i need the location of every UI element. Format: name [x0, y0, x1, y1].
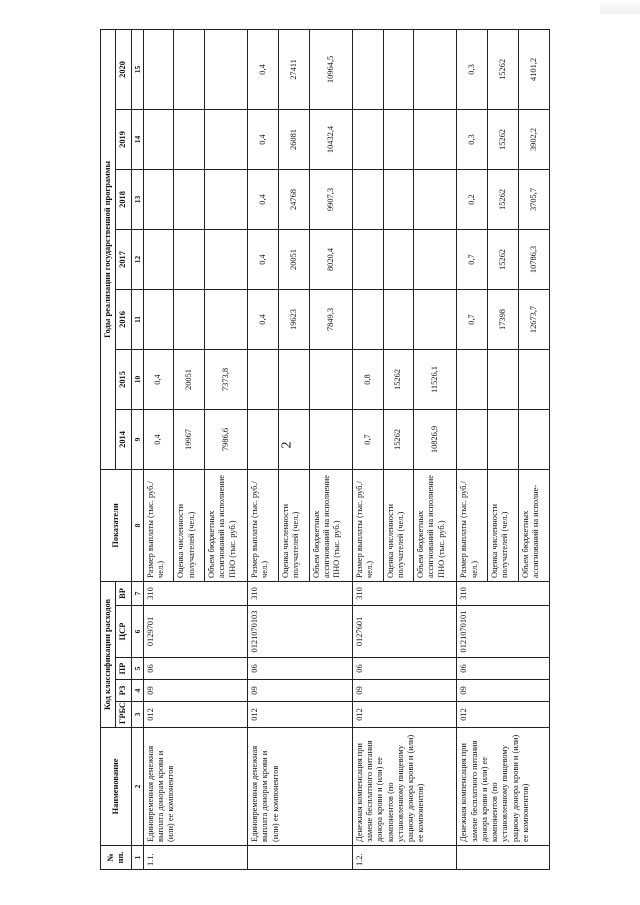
code-csr: 0129701 — [143, 606, 248, 658]
code-csr: 0127601 — [352, 606, 457, 658]
year-value-2020 — [174, 29, 205, 109]
header-code-4: ВР — [116, 581, 131, 605]
year-value-2017: 10786,3 — [518, 229, 549, 289]
code-rz: 09 — [248, 680, 353, 702]
year-value-2017: 8020,4 — [309, 229, 352, 289]
header-name: Наименование — [101, 728, 132, 846]
row-name: Денежная компенсация при замене бесплатного питания донора крови и (или) ее компонентов (по установленному пищевому рациону донора крови и (или) ее компонентов) — [457, 728, 550, 846]
year-value-2016: 0,4 — [248, 289, 279, 349]
year-value-2015: 11526,1 — [414, 349, 457, 409]
year-value-2016 — [174, 289, 205, 349]
year-value-2015 — [457, 349, 488, 409]
column-number: 14 — [131, 109, 143, 169]
year-value-2020 — [383, 29, 414, 109]
year-value-2020 — [143, 29, 174, 109]
year-value-2015 — [309, 349, 352, 409]
year-value-2018: 24768 — [278, 169, 309, 229]
year-value-2015: 7373,8 — [205, 349, 248, 409]
column-number: 6 — [131, 606, 143, 658]
year-value-2017 — [205, 229, 248, 289]
year-value-2019 — [383, 109, 414, 169]
year-value-2020: 15262 — [488, 29, 519, 109]
code-csr: 0121070103 — [248, 606, 353, 658]
indicator-label: Размер выплаты (тыс. руб./чел.) — [248, 469, 279, 581]
code-rz: 09 — [457, 680, 550, 702]
indicator-label: Объем бюджетных ассигнований на исполнение ПНО (тыс. руб.) — [309, 469, 352, 581]
year-value-2019 — [352, 109, 383, 169]
year-value-2018 — [414, 169, 457, 229]
year-value-2014: 0,4 — [143, 409, 174, 469]
header-indicators: Показатели — [101, 469, 132, 581]
year-value-2016 — [205, 289, 248, 349]
header-no: № пп. — [101, 846, 132, 870]
year-value-2017: 20051 — [278, 229, 309, 289]
year-value-2016: 0,7 — [457, 289, 488, 349]
header-year-2019: 2019 — [116, 109, 131, 169]
table-row — [457, 29, 488, 869]
year-value-2019 — [205, 109, 248, 169]
code-pr: 06 — [352, 658, 457, 680]
year-value-2014: 0,7 — [352, 409, 383, 469]
program-table — [100, 29, 550, 870]
year-value-2018: 0,4 — [248, 169, 279, 229]
year-value-2020: 27411 — [278, 29, 309, 109]
year-value-2019: 15262 — [488, 109, 519, 169]
year-value-2014 — [309, 409, 352, 469]
year-value-2017: 0,7 — [457, 229, 488, 289]
year-value-2018: 9907,3 — [309, 169, 352, 229]
year-value-2014: 19967 — [174, 409, 205, 469]
year-value-2017 — [383, 229, 414, 289]
code-pr: 06 — [457, 658, 550, 680]
column-number: 5 — [131, 658, 143, 680]
year-value-2015: 0,4 — [143, 349, 174, 409]
year-value-2015: 15262 — [383, 349, 414, 409]
row-number — [457, 846, 550, 870]
year-value-2017 — [174, 229, 205, 289]
year-value-2020: 0,3 — [457, 29, 488, 109]
code-rz: 09 — [352, 680, 457, 702]
column-number: 11 — [131, 289, 143, 349]
year-value-2019: 0,3 — [457, 109, 488, 169]
code-csr: 0121070101 — [457, 606, 550, 658]
year-value-2018 — [174, 169, 205, 229]
year-value-2017: 0,4 — [248, 229, 279, 289]
code-grbs: 012 — [457, 702, 550, 728]
year-value-2019: 3902,2 — [518, 109, 549, 169]
year-value-2018: 0,2 — [457, 169, 488, 229]
code-grbs: 012 — [143, 702, 248, 728]
column-number: 10 — [131, 349, 143, 409]
year-value-2017 — [143, 229, 174, 289]
year-value-2014: 7986,6 — [205, 409, 248, 469]
code-vr: 310 — [248, 581, 353, 605]
year-value-2016: 19623 — [278, 289, 309, 349]
indicator-label: Оценка численности получателей (чел.) — [174, 469, 205, 581]
column-number: 13 — [131, 169, 143, 229]
year-value-2019: 10432,4 — [309, 109, 352, 169]
header-year-2014: 2014 — [116, 409, 131, 469]
column-number: 2 — [131, 728, 143, 846]
code-vr: 310 — [457, 581, 550, 605]
year-value-2020: 10964,5 — [309, 29, 352, 109]
year-value-2019 — [174, 109, 205, 169]
header-years-group: Годы реализации государственной программы — [101, 29, 116, 469]
year-value-2017 — [352, 229, 383, 289]
row-number — [248, 846, 353, 870]
column-number: 15 — [131, 29, 143, 109]
indicator-label: Оценка численности получателей (чел.) — [383, 469, 414, 581]
year-value-2018 — [352, 169, 383, 229]
column-number: 3 — [131, 702, 143, 728]
code-rz: 09 — [143, 680, 248, 702]
scan-edge — [600, 0, 640, 14]
year-value-2014 — [488, 409, 519, 469]
code-vr: 310 — [352, 581, 457, 605]
code-pr: 06 — [248, 658, 353, 680]
year-value-2015 — [248, 349, 279, 409]
indicator-label: Объем бюджетных ассигнований на исполне- — [518, 469, 549, 581]
row-name: Единовременная денежная выплата донорам крови и (или) ее компонентов — [248, 728, 353, 846]
row-name: Единовременная денежная выплата донорам крови и (или) ее компонентов — [143, 728, 248, 846]
year-value-2014: 15262 — [383, 409, 414, 469]
header-code-2: ПР — [116, 658, 131, 680]
page-number: 2 — [279, 441, 295, 449]
code-vr: 310 — [143, 581, 248, 605]
year-value-2018 — [143, 169, 174, 229]
table-row — [352, 29, 383, 869]
year-value-2016 — [414, 289, 457, 349]
header-year-2015: 2015 — [116, 349, 131, 409]
year-value-2019: 0,4 — [248, 109, 279, 169]
column-number: 1 — [131, 846, 143, 870]
year-value-2019: 26081 — [278, 109, 309, 169]
year-value-2014 — [278, 409, 309, 469]
year-value-2020 — [205, 29, 248, 109]
year-value-2014: 10826,9 — [414, 409, 457, 469]
rotated-table-container — [100, 30, 550, 870]
indicator-label: Размер выплаты (тыс. руб./чел.) — [143, 469, 174, 581]
year-value-2020: 0,4 — [248, 29, 279, 109]
column-number: 7 — [131, 581, 143, 605]
column-number: 12 — [131, 229, 143, 289]
indicator-label: Оценка численности получателей (чел.) — [278, 469, 309, 581]
year-value-2016: 17398 — [488, 289, 519, 349]
year-value-2016: 7849,3 — [309, 289, 352, 349]
year-value-2018: 3705,7 — [518, 169, 549, 229]
indicator-label: Объем бюджетных ассигнований на исполнение ПНО (тыс. руб.) — [414, 469, 457, 581]
header-code-group: Код классификации расходов — [101, 581, 116, 727]
code-grbs: 012 — [352, 702, 457, 728]
year-value-2016: 12673,7 — [518, 289, 549, 349]
code-grbs: 012 — [248, 702, 353, 728]
header-year-2018: 2018 — [116, 169, 131, 229]
year-value-2014 — [457, 409, 488, 469]
year-value-2015 — [278, 349, 309, 409]
row-name: Денежная компенсация при замене бесплатного питания донора крови и (или) ее компонентов (по установленному пищевому рациону донора крови и (или) ее компонентов) — [352, 728, 457, 846]
year-value-2015: 20051 — [174, 349, 205, 409]
year-value-2015 — [518, 349, 549, 409]
code-pr: 06 — [143, 658, 248, 680]
header-year-2016: 2016 — [116, 289, 131, 349]
year-value-2020 — [352, 29, 383, 109]
indicator-label: Объем бюджетных ассигнований на исполнение ПНО (тыс. руб.) — [205, 469, 248, 581]
indicator-label: Размер выплаты (тыс. руб./чел.) — [352, 469, 383, 581]
column-number: 8 — [131, 469, 143, 581]
table-row — [248, 29, 279, 869]
header-code-0: ГРБС — [116, 702, 131, 728]
year-value-2020: 4101,2 — [518, 29, 549, 109]
year-value-2016 — [352, 289, 383, 349]
row-number: 1.1. — [143, 846, 248, 870]
header-code-1: РЗ — [116, 680, 131, 702]
column-number: 4 — [131, 680, 143, 702]
year-value-2018 — [383, 169, 414, 229]
year-value-2018: 15262 — [488, 169, 519, 229]
year-value-2020 — [414, 29, 457, 109]
year-value-2014 — [518, 409, 549, 469]
year-value-2015: 0,8 — [352, 349, 383, 409]
table-row — [143, 29, 174, 869]
row-number: 1.2. — [352, 846, 457, 870]
year-value-2017 — [414, 229, 457, 289]
year-value-2016 — [143, 289, 174, 349]
header-year-2020: 2020 — [116, 29, 131, 109]
year-value-2018 — [205, 169, 248, 229]
year-value-2019 — [414, 109, 457, 169]
indicator-label: Размер выплаты (тыс. руб./чел.) — [457, 469, 488, 581]
year-value-2019 — [143, 109, 174, 169]
header-year-2017: 2017 — [116, 229, 131, 289]
column-number: 9 — [131, 409, 143, 469]
year-value-2017: 15262 — [488, 229, 519, 289]
year-value-2014 — [248, 409, 279, 469]
indicator-label: Оценка численности получателей (чел.) — [488, 469, 519, 581]
year-value-2015 — [488, 349, 519, 409]
header-code-3: ЦСР — [116, 606, 131, 658]
year-value-2016 — [383, 289, 414, 349]
